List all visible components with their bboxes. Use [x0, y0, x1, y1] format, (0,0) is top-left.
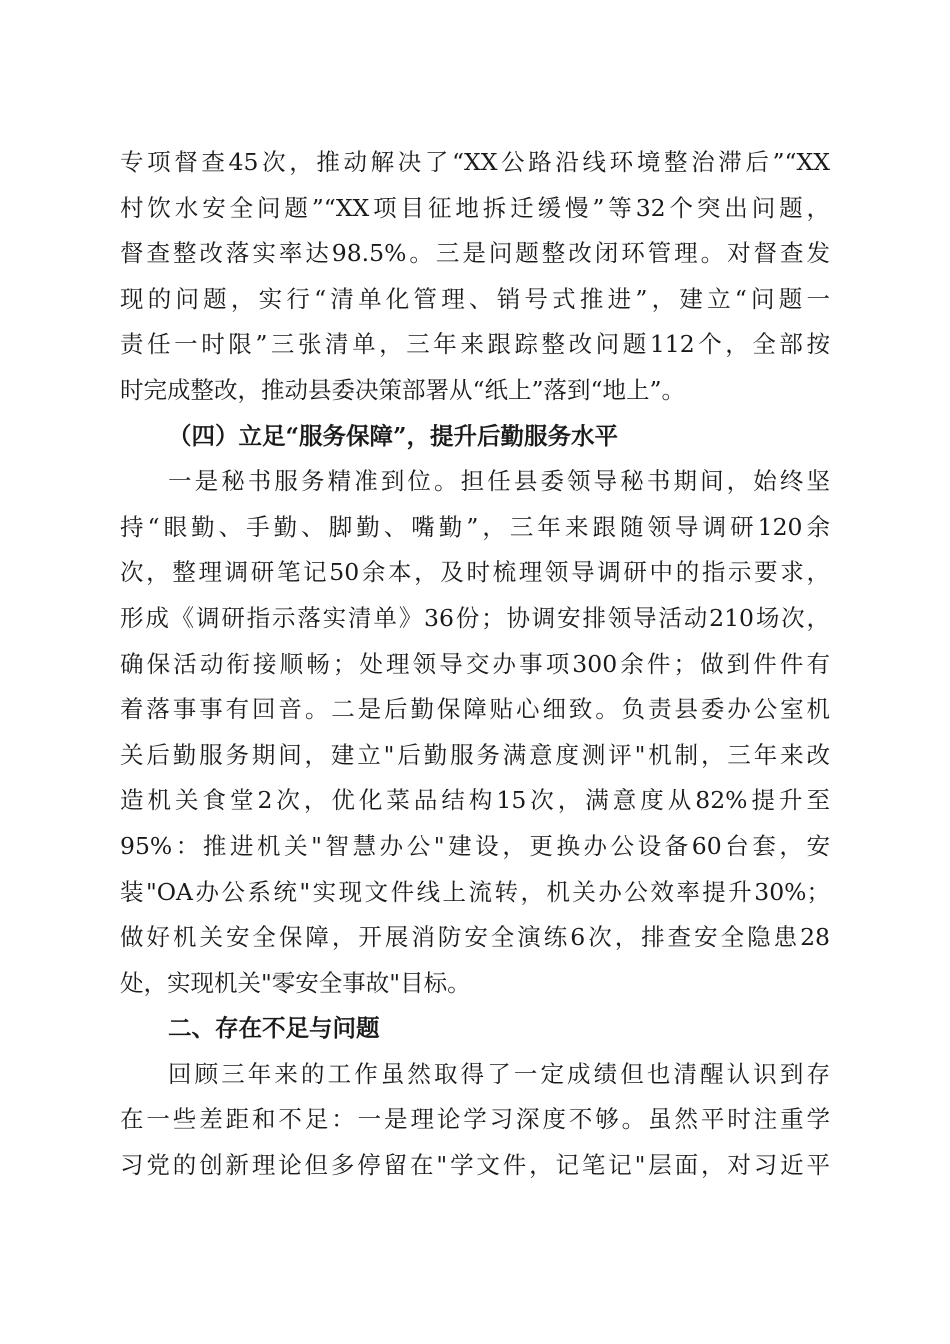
- text-line: 一是秘书服务精准到位。担任县委领导秘书期间，始终坚: [168, 467, 830, 496]
- document-body: [120, 140, 830, 1189]
- text-line: 确保活动衔接顺畅；处理领导交办事项300余件；做到件件有: [120, 649, 830, 678]
- text-line: 做好机关安全保障，开展消防安全演练6次，排查安全隐患28: [120, 923, 830, 952]
- text-line: 95%：推进机关"智慧办公"建设，更换办公设备60台套，安: [120, 831, 830, 860]
- text-line: 现的问题，实行“清单化管理、销号式推进”，建立“问题一: [120, 284, 830, 313]
- text-line: 村饮水安全问题”“XX项目征地拆迁缓慢”等32个突出问题，: [120, 193, 830, 222]
- text-line: 习党的创新理论但多停留在"学文件，记笔记"层面，对习近平: [120, 1151, 830, 1180]
- text-line: 时完成整改，推动县委决策部署从“纸上”落到“地上”。: [120, 375, 686, 404]
- text-line: 着落事事有回音。二是后勤保障贴心细致。负责县委办公室机: [120, 695, 830, 724]
- text-line: 造机关食堂2次，优化菜品结构15次，满意度从82%提升至: [120, 786, 830, 815]
- section-heading-problems: 二、存在不足与问题: [168, 1014, 380, 1043]
- text-line: 处，实现机关"零安全事故"目标。: [120, 968, 471, 997]
- text-line: 专项督查45次，推动解决了“XX公路沿线环境整治滞后”“XX: [120, 148, 830, 176]
- text-line: 次，整理调研笔记50余本，及时梳理领导调研中的指示要求，: [120, 558, 830, 587]
- text-line: 关后勤服务期间，建立"后勤服务满意度测评"机制，三年来改: [120, 740, 830, 769]
- section-heading-service: （四）立足“服务保障”，提升后勤服务水平: [168, 421, 619, 450]
- text-line: 回顾三年来的工作虽然取得了一定成绩但也清醒认识到存: [168, 1059, 830, 1088]
- text-line: 责任一时限”三张清单，三年来跟踪整改问题112个，全部按: [120, 330, 830, 359]
- text-line: 装"OA办公系统"实现文件线上流转，机关办公效率提升30%；: [120, 877, 830, 906]
- text-line: 督查整改落实率达98.5%。三是问题整改闭环管理。对督查发: [120, 239, 830, 268]
- text-line: 形成《调研指示落实清单》36份；协调安排领导活动210场次，: [120, 603, 830, 632]
- text-line: 持“眼勤、手勤、脚勤、嘴勤”，三年来跟随领导调研120余: [120, 512, 830, 541]
- text-line: 在一些差距和不足：一是理论学习深度不够。虽然平时注重学: [120, 1105, 830, 1134]
